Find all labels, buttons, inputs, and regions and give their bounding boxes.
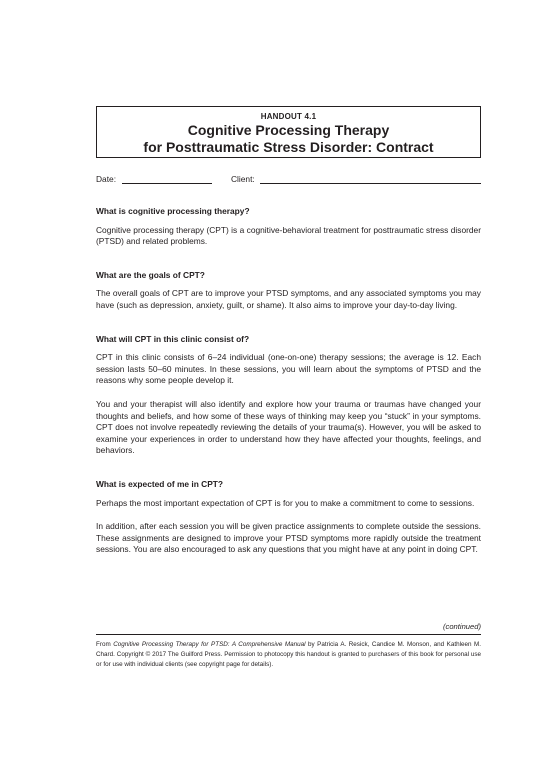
section-heading: What is cognitive processing therapy? [96, 206, 250, 216]
handout-title-line-2: for Posttraumatic Stress Disorder: Contract [143, 139, 434, 155]
section-paragraph: You and your therapist will also identify and explore how your trauma or traumas have changed your thoughts and beliefs, and how some of these ways of thinking may keep you “stuck” in your symptoms. CPT does not involve repeatedly reviewing the details of your trauma(s). However, you will be asked to examine your experiences in order to understand how they have affected your thoughts, feelings, and behaviors. [96, 398, 481, 456]
section-paragraph: The overall goals of CPT are to improve your PTSD symptoms, and any associated symptoms you may have (such as depression, anxiety, guilt, or shame). It also aims to improve your day-to-day living. [96, 288, 481, 310]
footer-rest: by Patricia A. Resick, Candice M. Monson, and Kathleen M. Chard. Copyright © 2017 The Guilford Press. Permission to photocopy this handout is granted to purchasers of this book for personal use or for use with individual clients (see copyright page for details). [96, 641, 481, 668]
form-fields [96, 174, 481, 186]
copyright-footer [96, 640, 481, 669]
handout-header-box [96, 106, 481, 158]
section-heading: What are the goals of CPT? [96, 269, 205, 280]
handout-number: HANDOUT 4.1 [260, 112, 317, 121]
footer-prefix: From [96, 641, 114, 648]
client-field[interactable] [260, 183, 481, 184]
section-paragraph: Perhaps the most important expectation of CPT is for you to make a commitment to come to sessions. [96, 497, 475, 508]
handout-title-line-1: Cognitive Processing Therapy [187, 122, 390, 138]
section-paragraph: In addition, after each session you will be given practice assignments to complete outside the sessions. These assignments are designed to improve your PTSD symptoms more rapidly outside the treatment sessions. You are also encouraged to ask any questions that you might have at any point in doing CPT. [96, 521, 481, 555]
section-paragraph: CPT in this clinic consists of 6–24 individual (one-on-one) therapy sessions; the average is 12. Each session lasts 50–60 minutes. In these sessions, you will learn about the symptoms of PTSD and the reasons why some people develop it. [96, 352, 481, 386]
section-heading: What is expected of me in CPT? [96, 478, 224, 489]
footer-divider [96, 634, 481, 635]
section-heading: What will CPT in this clinic consist of? [96, 333, 250, 344]
continued-note: (continued) [443, 622, 481, 631]
footer-book-title: Cognitive Processing Therapy for PTSD: A Comprehensive Manual [113, 641, 306, 648]
date-label: Date: [96, 174, 117, 184]
date-field[interactable] [122, 183, 212, 184]
section-paragraph: Cognitive processing therapy (CPT) is a cognitive-behavioral treatment for posttraumatic stress disorder (PTSD) and related problems. [96, 224, 481, 247]
document-body [96, 206, 481, 556]
client-label: Client: [231, 174, 255, 184]
